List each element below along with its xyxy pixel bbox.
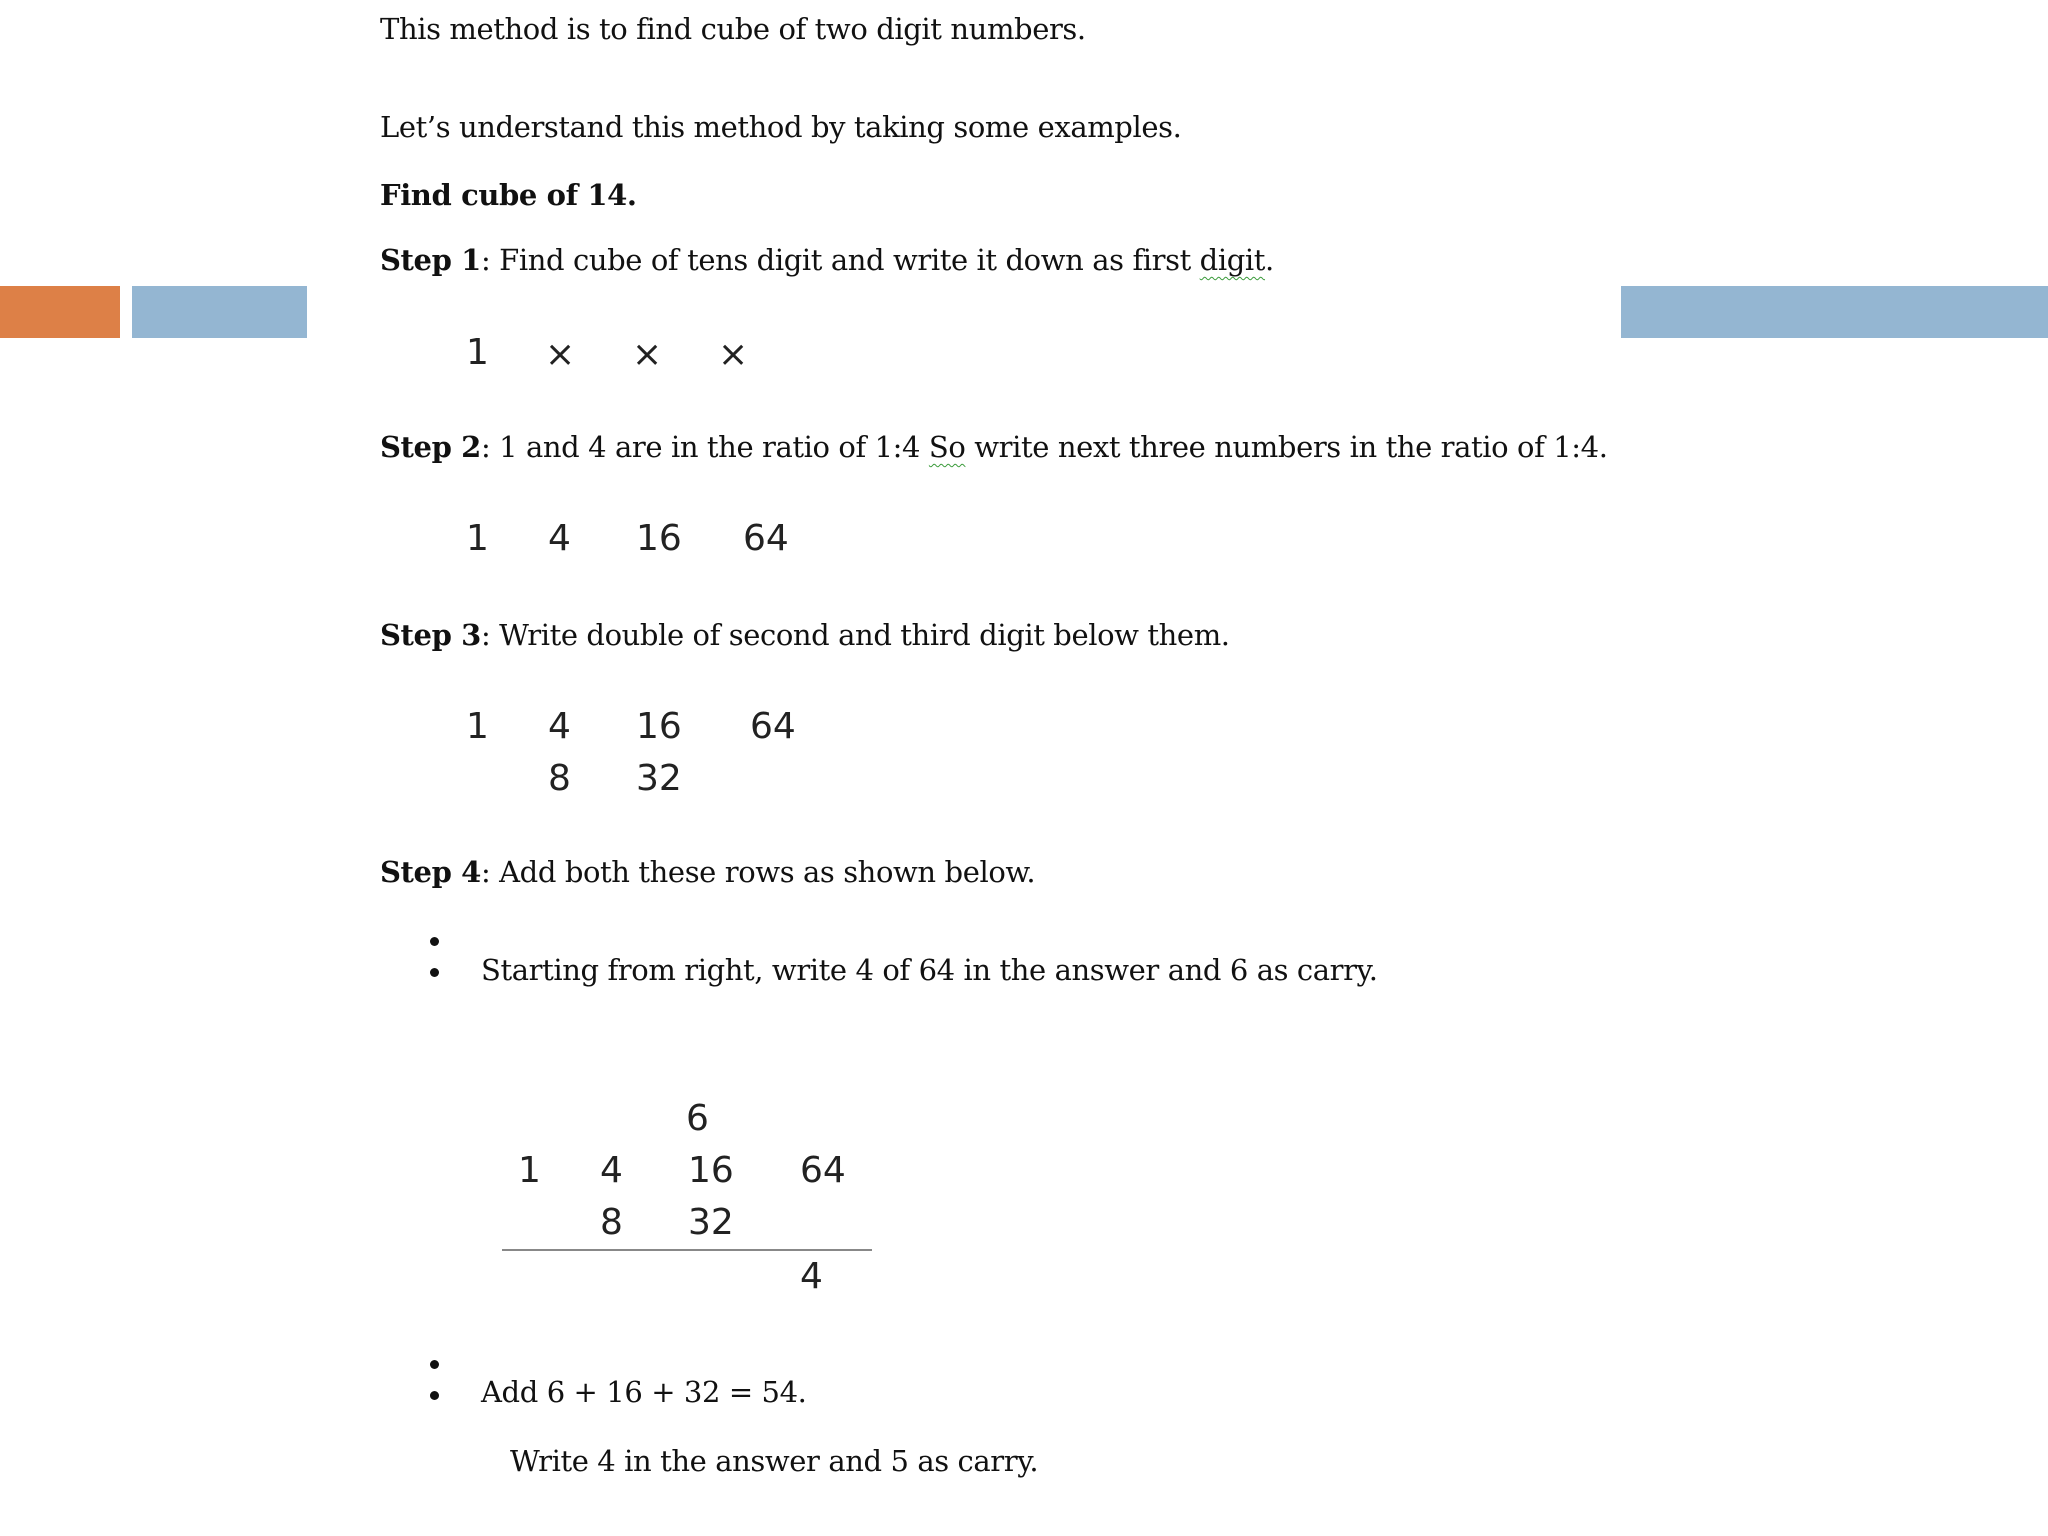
step4-text: Step 4: Add both these rows as shown below. [380,855,1036,889]
intro-text: This method is to find cube of two digit numbers. [380,12,1086,46]
step1-placeholder: × [632,334,663,375]
step2-number: 16 [636,518,682,559]
step3-number: 64 [750,706,796,747]
step1-text: Step 1: Find cube of tens digit and write it down as first digit. [380,243,1274,277]
accent-bar-blue-left [132,286,307,338]
bullet2-text: Add 6 + 16 + 32 = 54. [481,1375,807,1409]
calc-double: 8 [600,1202,623,1243]
step3-number: 4 [548,706,571,747]
step3-number: 16 [636,706,682,747]
spellcheck-squiggle: So [928,430,966,464]
calc-number: 4 [600,1150,623,1191]
bullet-2 [430,1391,439,1400]
calc-carry: 6 [686,1098,709,1139]
step2-label: Step 2 [380,430,481,464]
step1-digit: 1 [466,332,489,373]
bullet1-text: Starting from right, write 4 of 64 in the answer and 6 as carry. [481,953,1378,987]
bullet-empty [430,937,439,946]
step3-label: Step 3 [380,618,481,652]
note-text: Write 4 in the answer and 5 as carry. [510,1444,1039,1478]
step2-number: 1 [466,518,489,559]
step3-double: 32 [636,758,682,799]
step1-placeholder: × [718,334,749,375]
step3-number: 1 [466,706,489,747]
step2-number: 4 [548,518,571,559]
step1-label: Step 1 [380,243,481,277]
accent-bar-blue-right [1621,286,2048,338]
step4-label: Step 4 [380,855,481,889]
accent-bar-orange [0,286,120,338]
calc-number: 16 [688,1150,734,1191]
step2-text: Step 2: 1 and 4 are in the ratio of 1:4 So write next three numbers in the ratio of 1:4. [380,430,1608,464]
example-title: Find cube of 14. [380,178,637,212]
calc-answer-digit: 4 [800,1256,823,1297]
bullet-1 [430,968,439,977]
calc-double: 32 [688,1202,734,1243]
calc-number: 1 [518,1150,541,1191]
calc-number: 64 [800,1150,846,1191]
understand-text: Let’s understand this method by taking some examples. [380,110,1182,144]
step3-double: 8 [548,758,571,799]
sum-line [502,1249,872,1251]
bullet-empty [430,1360,439,1369]
step1-placeholder: × [545,334,576,375]
spellcheck-squiggle: digit [1199,243,1266,277]
step2-number: 64 [743,518,789,559]
step3-text: Step 3: Write double of second and third digit below them. [380,618,1230,652]
